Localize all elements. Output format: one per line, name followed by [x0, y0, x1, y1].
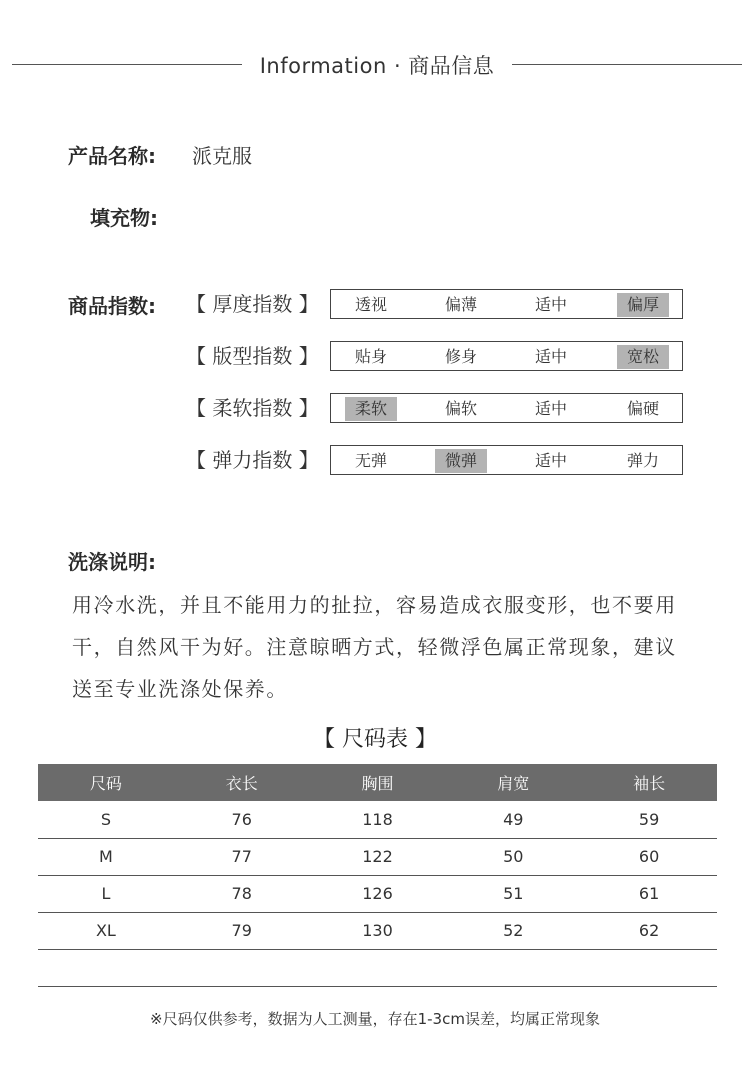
scale-option: 适中 [534, 347, 567, 366]
table-cell: 59 [581, 801, 717, 838]
index-name: 【 弹力指数 】 [186, 448, 319, 472]
index-name: 【 柔软指数 】 [186, 396, 319, 420]
size-footnote: ※尺码仅供参考，数据为人工测量，存在1-3cm误差，均属正常现象 [150, 1010, 600, 1028]
table-row [38, 838, 717, 875]
index-row-fit [0, 341, 750, 375]
table-cell: 52 [445, 912, 581, 949]
header-divider-right [512, 64, 742, 65]
table-cell: 61 [581, 875, 717, 912]
scale-option: 偏薄 [444, 295, 477, 314]
size-table [38, 764, 717, 950]
table-cell: 51 [445, 875, 581, 912]
table-cell: 78 [174, 875, 310, 912]
table-cell: 118 [310, 801, 446, 838]
index-name: 【 版型指数 】 [186, 344, 319, 368]
scale-option: 无弹 [354, 451, 387, 470]
table-cell: 79 [174, 912, 310, 949]
scale-option: 微弹 [435, 449, 487, 473]
scale-option: 修身 [444, 347, 477, 366]
table-cell: 126 [310, 875, 446, 912]
scale-option: 适中 [534, 295, 567, 314]
scale-option: 贴身 [354, 347, 387, 366]
scale-option: 偏硬 [626, 399, 659, 418]
size-chart-title: 【 尺码表 】 [313, 727, 437, 752]
table-bottom-divider [38, 986, 717, 987]
table-header-row [38, 764, 717, 801]
header-divider-left [12, 64, 242, 65]
washing-text: 用冷水洗，并且不能用力的扯拉，容易造成衣服变形，也不要用干，自然风干为好。注意晾晒方式，轻微浮色属正常现象，建议送至专业洗涤处保养。 [72, 593, 677, 701]
scale-option: 柔软 [345, 397, 397, 421]
column-header: 衣长 [174, 764, 310, 801]
table-cell: 49 [445, 801, 581, 838]
table-cell: M [38, 838, 174, 875]
scale-option: 适中 [534, 451, 567, 470]
index-row-elasticity [0, 445, 750, 479]
table-cell: S [38, 801, 174, 838]
fill-label: 填充物: [90, 206, 158, 230]
index-row-thickness [0, 289, 750, 323]
scale-option: 透视 [354, 295, 387, 314]
table-row [38, 875, 717, 912]
index-scale [330, 289, 683, 319]
column-header: 袖长 [581, 764, 717, 801]
table-row [38, 801, 717, 838]
table-cell: L [38, 875, 174, 912]
washing-label: 洗涤说明: [68, 550, 156, 574]
index-scale [330, 445, 683, 475]
index-scale [330, 393, 683, 423]
index-row-softness [0, 393, 750, 427]
scale-option: 偏软 [444, 399, 477, 418]
section-title: Information · 商品信息 [259, 54, 495, 78]
column-header: 肩宽 [445, 764, 581, 801]
indices-label: 商品指数: [68, 294, 156, 318]
scale-option: 偏厚 [617, 293, 669, 317]
product-name-value: 派克服 [192, 144, 252, 168]
index-scale [330, 341, 683, 371]
scale-option: 弹力 [626, 451, 659, 470]
table-cell: 130 [310, 912, 446, 949]
table-cell: 62 [581, 912, 717, 949]
column-header: 胸围 [310, 764, 446, 801]
table-cell: 77 [174, 838, 310, 875]
column-header: 尺码 [38, 764, 174, 801]
table-cell: 122 [310, 838, 446, 875]
table-cell: 76 [174, 801, 310, 838]
table-cell: XL [38, 912, 174, 949]
scale-option: 宽松 [617, 345, 669, 369]
index-name: 【 厚度指数 】 [186, 292, 319, 316]
table-cell: 50 [445, 838, 581, 875]
scale-option: 适中 [534, 399, 567, 418]
product-name-label: 产品名称: [68, 144, 156, 168]
table-cell: 60 [581, 838, 717, 875]
table-row [38, 912, 717, 949]
